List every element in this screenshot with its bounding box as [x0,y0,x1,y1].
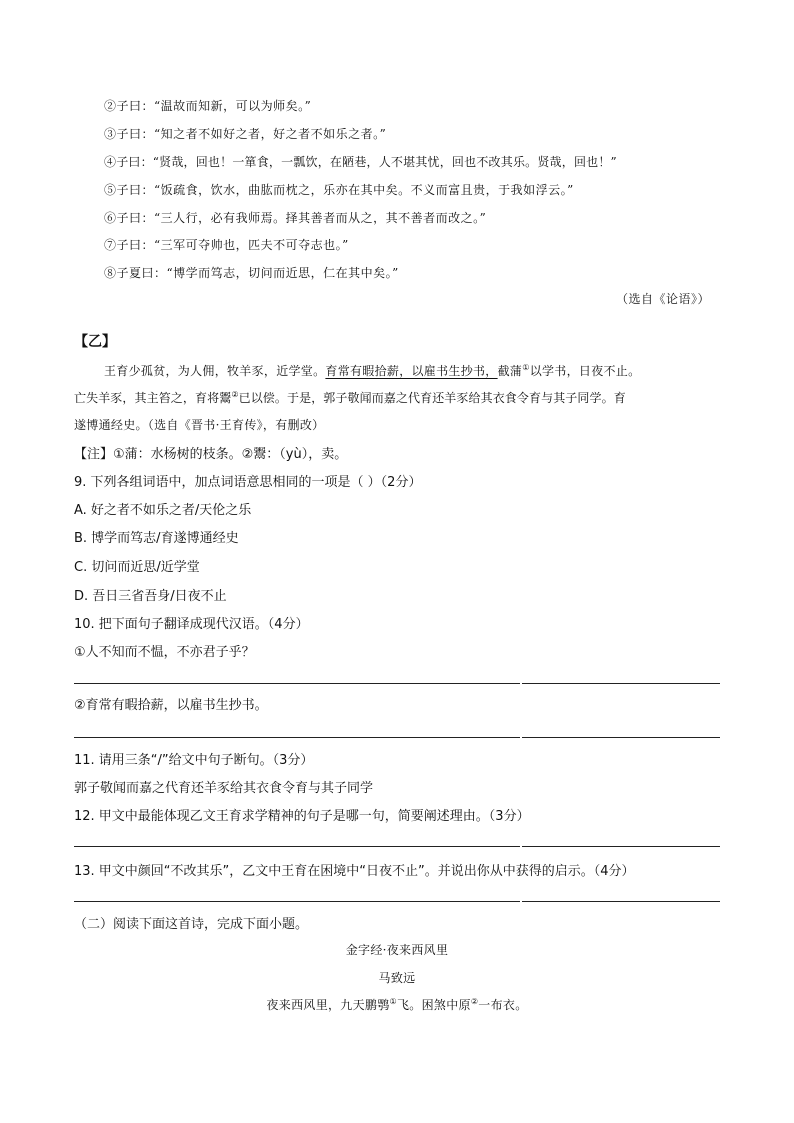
yi-heading: 【乙】 [74,334,116,350]
note-mark-1: ① [522,363,530,372]
yi-underlined-sentence: 育常有暇拾薪，以雇书生抄书， [325,364,498,378]
poem-line-1 [0,996,794,1013]
q10-stem: 10. 把下面句子翻译成现代汉语。（4分） [74,617,309,632]
poem-note-mark-1: ① [389,997,397,1006]
q10-item-2: ②育常有暇拾薪，以雇书生抄书。 [74,698,268,713]
q9-option-d: D. 吾日三省吾身/日夜不止 [74,589,227,604]
yi-line-2-pre: 亡失羊豕，其主笞之，育将鬻 [74,391,232,405]
quote-2: ②子曰：“温故而知新，可以为师矣。” [104,99,312,113]
answer-line [522,737,720,738]
quote-5: ⑤子曰：“饭疏食，饮水，曲肱而枕之，乐亦在其中矣。不义而富且贵，于我如浮云。” [104,183,574,197]
poem-author: 马致远 [378,971,416,985]
answer-line [522,846,720,847]
q11-sentence: 郭子敬闻而嘉之代育还羊豕给其衣食令育与其子同学 [74,781,374,796]
quote-3: ③子曰：“知之者不如好之者，好之者不如乐之者。” [104,127,387,141]
yi-line-1 [104,362,640,379]
yi-line-3: 遂博通经史。（选自《晋书·王育传》，有删改） [74,418,325,432]
poem-line-1-mid: 飞。困煞中原 [397,998,471,1012]
poem-line-1-pre: 夜来西风里，九天鹏鹗 [266,998,390,1012]
quote-7: ⑦子曰：“三军可夺帅也，匹夫不可夺志也。” [104,238,349,252]
quote-6: ⑥子曰：“三人行，必有我师焉。择其善者而从之，其不善者而改之。” [104,211,487,225]
answer-line [74,683,520,684]
q12-stem: 12. 甲文中最能体现乙文王育求学精神的句子是哪一句，简要阐述理由。（3分） [74,809,530,824]
answer-line [74,901,520,902]
q13-stem: 13. 甲文中颜回“不改其乐”，乙文中王育在困境中“日夜不止”。并说出你从中获得的启示。（4分） [74,864,635,879]
poem-line-1-post: 一布衣。 [478,998,528,1012]
yi-line-2 [74,389,626,406]
quote-4: ④子曰：“贤哉，回也！一箪食，一瓢饮，在陋巷，人不堪其忧，回也不改其乐。贤哉，回也！” [104,155,617,169]
section-2-heading: （二）阅读下面这首诗，完成下面小题。 [74,917,309,932]
note-mark-2: ② [231,390,239,399]
q11-stem: 11. 请用三条“/”给文中句子断句。（3分） [74,753,314,768]
answer-line [74,846,520,847]
note-line: 【注】①蒲：水杨树的枝条。②鬻：（yù），卖。 [74,447,348,462]
q9-stem: 9. 下列各组词语中，加点词语意思相同的一项是（ ）（2分） [74,475,422,490]
q9-option-a: A. 好之者不如乐之者/天伦之乐 [74,503,252,518]
poem-note-mark-2: ② [470,997,479,1006]
poem-title: 金字经·夜来西风里 [345,943,449,957]
yi-line-1-pre: 王育少孤贫，为人佣，牧羊豕，近学堂。 [104,364,326,378]
q9-option-c: C. 切问而近思/近学堂 [74,560,200,575]
quote-8: ⑧子夏曰：“博学而笃志，切问而近思，仁在其中矣。” [104,266,399,280]
answer-line [74,737,520,738]
yi-line-2-post: 已以偿。于是，郭子敬闻而嘉之代育还羊豕给其衣食令育与其子同学。育 [238,391,626,405]
yi-line-1-post: 以学书，日夜不止。 [529,364,641,378]
jia-source: （选自《论语》） [616,292,711,306]
yi-line-1-mid: 截蒲 [497,364,523,378]
answer-line [522,683,720,684]
answer-line [522,901,720,902]
q9-option-b: B. 博学而笃志/育遂博通经史 [74,531,239,546]
q10-item-1: ①人不知而不愠，不亦君子乎？ [74,645,255,660]
